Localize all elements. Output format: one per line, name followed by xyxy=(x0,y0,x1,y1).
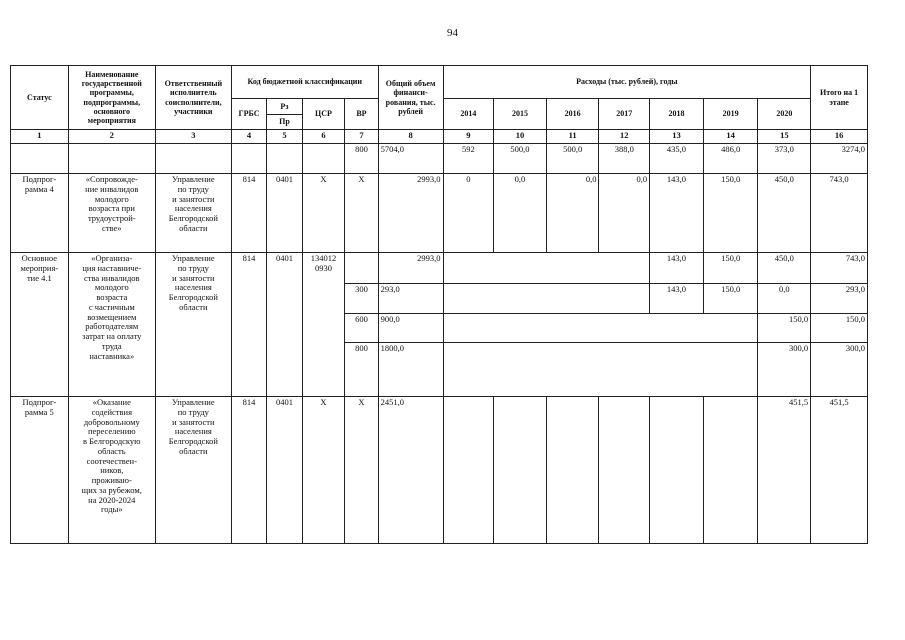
header-grbs: ГРБС xyxy=(231,99,266,130)
stage-total-cell: 743,0 xyxy=(811,174,868,253)
name-cell: «Сопровожде- ние инвалидов молодого возраста при трудоустрой- стве» xyxy=(68,174,155,253)
column-number: 7 xyxy=(345,130,378,144)
total-cell: 900,0 xyxy=(378,314,443,343)
year-2018-cell: 143,0 xyxy=(650,174,704,253)
responsible-cell: Управление по труду и занятости населения Белгородской области xyxy=(155,174,231,253)
grbs-cell: 814 xyxy=(231,397,266,544)
responsible-cell: Управление по труду и занятости населения Белгородской области xyxy=(155,253,231,397)
header-status: Статус xyxy=(11,66,69,130)
total-cell: 2993,0 xyxy=(378,253,443,284)
stage-total-cell: 150,0 xyxy=(811,314,868,343)
column-number: 1 xyxy=(11,130,69,144)
column-number: 2 xyxy=(68,130,155,144)
responsible-cell: Управление по труду и занятости населения Белгородской области xyxy=(155,397,231,544)
year-2019-cell: 150,0 xyxy=(703,284,758,314)
year-2020-cell: 451,5 xyxy=(758,397,811,544)
header-budget-code: Код бюджетной классификации xyxy=(231,66,378,99)
vr-cell: 300 xyxy=(345,284,378,314)
table-row xyxy=(11,253,868,284)
header-rz: Рз xyxy=(267,99,302,115)
total-cell: 2451,0 xyxy=(378,397,443,544)
column-number: 10 xyxy=(494,130,547,144)
year-2018-cell: 143,0 xyxy=(650,284,704,314)
table-row xyxy=(11,144,868,174)
column-number: 5 xyxy=(267,130,302,144)
rzpr-cell: 0401 xyxy=(267,397,302,544)
year-2020-cell: 450,0 xyxy=(758,174,811,253)
grbs-cell: 814 xyxy=(231,174,266,253)
column-number: 12 xyxy=(599,130,650,144)
vr-cell: 800 xyxy=(345,144,378,174)
table-row xyxy=(11,174,868,253)
status-cell: Основное мероприя- тие 4.1 xyxy=(11,253,69,397)
year-2019-cell: 486,0 xyxy=(703,144,758,174)
column-number: 8 xyxy=(378,130,443,144)
column-number: 9 xyxy=(443,130,494,144)
header-vr: ВР xyxy=(345,99,378,130)
budget-table xyxy=(10,65,868,544)
total-cell: 1800,0 xyxy=(378,343,443,397)
column-number: 15 xyxy=(758,130,811,144)
stage-total-cell: 3274,0 xyxy=(811,144,868,174)
header-stage-total: Итого на 1 этапе xyxy=(811,66,868,130)
year-2015-cell: 0,0 xyxy=(494,174,547,253)
header-year: 2016 xyxy=(546,99,599,130)
header-year: 2018 xyxy=(650,99,704,130)
name-cell: «Оказание содействия добровольному переселению в Белгородскую область соотечествен- ников, проживаю- щих за рубежом, на 2020-2024 годы» xyxy=(68,397,155,544)
header-pr: Пр xyxy=(267,115,302,130)
column-number: 13 xyxy=(650,130,704,144)
table-row xyxy=(11,397,868,544)
year-2020-cell: 0,0 xyxy=(758,284,811,314)
year-2020-cell: 450,0 xyxy=(758,253,811,284)
header-csr: ЦСР xyxy=(302,99,345,130)
column-number: 11 xyxy=(546,130,599,144)
csr-cell: 134012 0930 xyxy=(302,253,345,397)
header-year: 2019 xyxy=(703,99,758,130)
year-2014-cell: 0 xyxy=(443,174,494,253)
year-2016-cell: 500,0 xyxy=(546,144,599,174)
header-year: 2017 xyxy=(599,99,650,130)
year-2015-cell: 500,0 xyxy=(494,144,547,174)
stage-total-cell: 451,5 xyxy=(811,397,868,544)
csr-cell: Х xyxy=(302,397,345,544)
stage-total-cell: 300,0 xyxy=(811,343,868,397)
total-cell: 5704,0 xyxy=(378,144,443,174)
year-2020-cell: 373,0 xyxy=(758,144,811,174)
rzpr-cell: 0401 xyxy=(267,253,302,397)
status-cell: Подпрог- рамма 5 xyxy=(11,397,69,544)
status-cell: Подпрог- рамма 4 xyxy=(11,174,69,253)
page-number: 94 xyxy=(447,27,458,39)
year-2020-cell: 150,0 xyxy=(758,314,811,343)
year-2017-cell: 0,0 xyxy=(599,174,650,253)
header-year: 2015 xyxy=(494,99,547,130)
header-responsible: Ответственный исполнитель соисполнители, участники xyxy=(155,66,231,130)
year-2020-cell: 300,0 xyxy=(758,343,811,397)
year-2018-cell: 143,0 xyxy=(650,253,704,284)
vr-cell: Х xyxy=(345,174,378,253)
year-2017-cell: 388,0 xyxy=(599,144,650,174)
vr-cell: 600 xyxy=(345,314,378,343)
column-number: 4 xyxy=(231,130,266,144)
vr-cell: 800 xyxy=(345,343,378,397)
grbs-cell: 814 xyxy=(231,253,266,397)
name-cell: «Организа- ция наставниче- ства инвалидов молодого возраста с частичным возмещением работодателям затрат на оплату труда наставника» xyxy=(68,253,155,397)
year-2019-cell: 150,0 xyxy=(703,174,758,253)
csr-cell: Х xyxy=(302,174,345,253)
year-2018-cell: 435,0 xyxy=(650,144,704,174)
column-number: 6 xyxy=(302,130,345,144)
header-year: 2014 xyxy=(443,99,494,130)
rzpr-cell: 0401 xyxy=(267,174,302,253)
year-2016-cell: 0,0 xyxy=(546,174,599,253)
year-2014-cell: 592 xyxy=(443,144,494,174)
total-cell: 293,0 xyxy=(378,284,443,314)
stage-total-cell: 743,0 xyxy=(811,253,868,284)
column-number: 16 xyxy=(811,130,868,144)
stage-total-cell: 293,0 xyxy=(811,284,868,314)
year-2019-cell: 150,0 xyxy=(703,253,758,284)
vr-cell: Х xyxy=(345,397,378,544)
header-name: Наименование государственной программы, подпрограммы, основного мероприятия xyxy=(68,66,155,130)
header-year: 2020 xyxy=(758,99,811,130)
column-number: 14 xyxy=(703,130,758,144)
total-cell: 2993,0 xyxy=(378,174,443,253)
header-total: Общий объем финанси-рования, тыс. рублей xyxy=(378,66,443,130)
column-number: 3 xyxy=(155,130,231,144)
header-expenses: Расходы (тыс. рублей), годы xyxy=(443,66,811,99)
column-number-row xyxy=(11,130,868,144)
